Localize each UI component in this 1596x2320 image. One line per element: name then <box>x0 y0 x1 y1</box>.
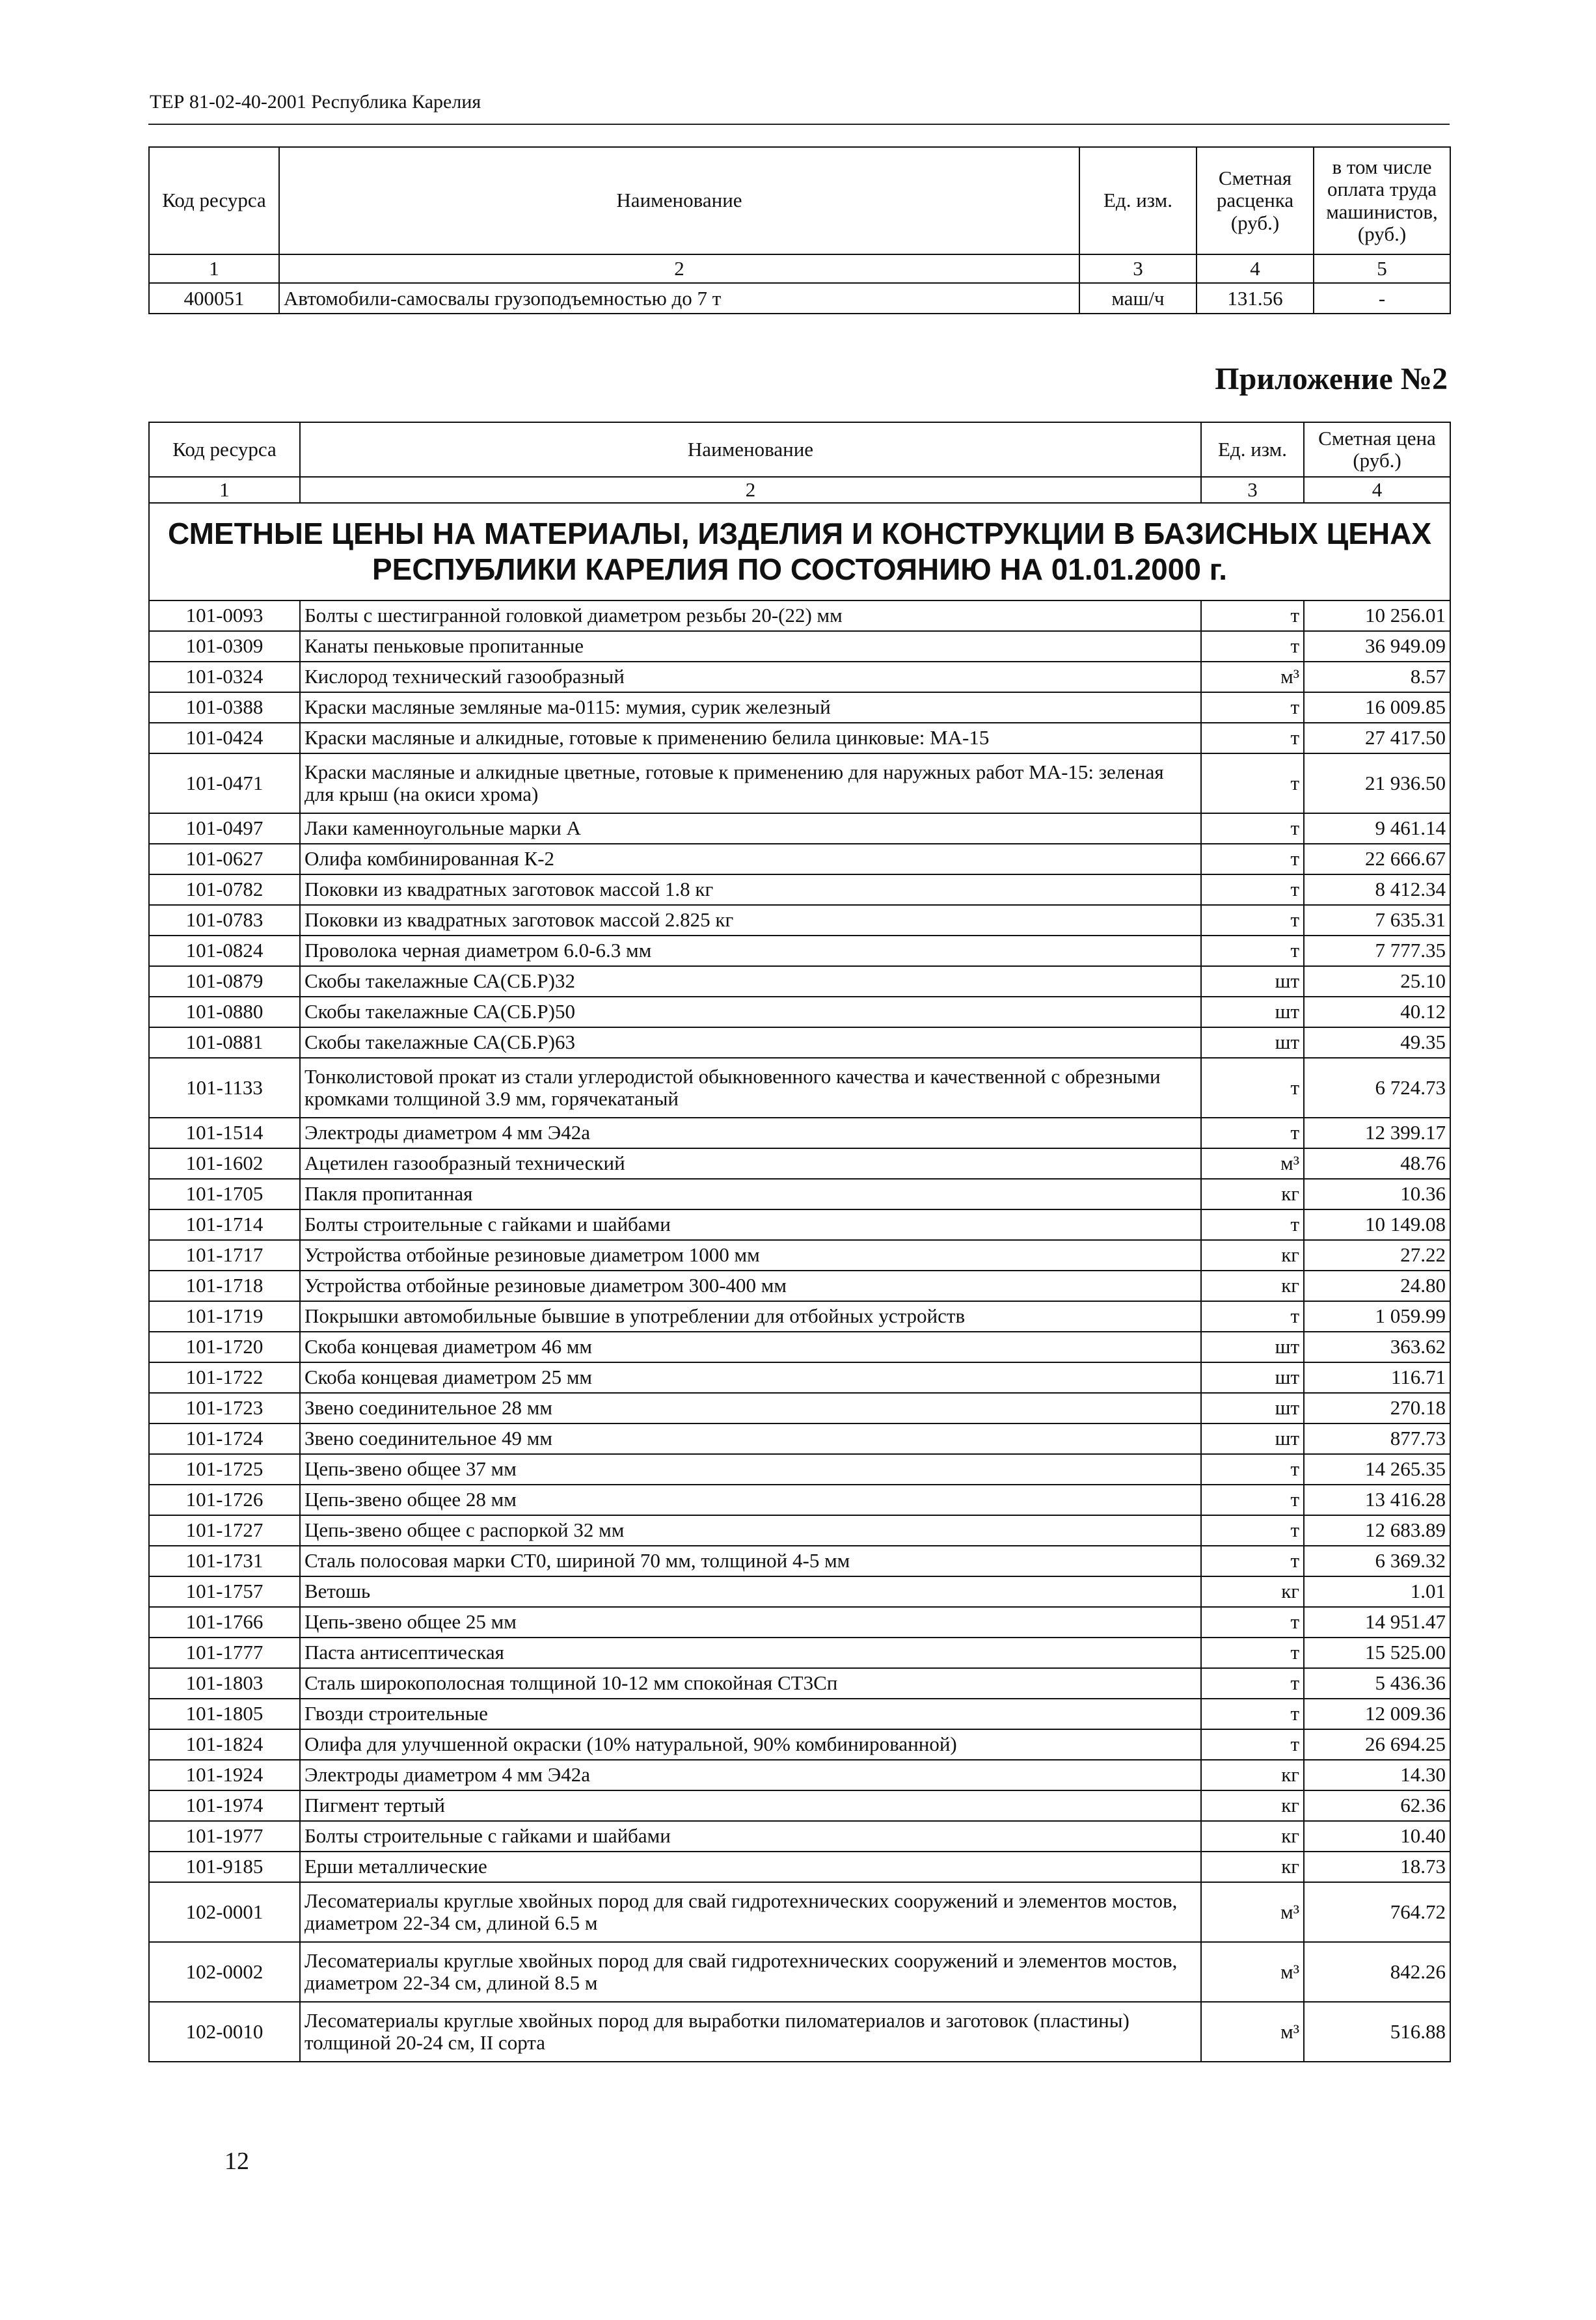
resource-code: 101-1718 <box>149 1271 300 1301</box>
resource-price: 10.40 <box>1304 1821 1450 1852</box>
col-number: 2 <box>300 477 1201 503</box>
resource-unit: кг <box>1201 1576 1304 1607</box>
resource-name: Звено соединительное 49 мм <box>300 1423 1201 1454</box>
col-number: 1 <box>149 477 300 503</box>
table-row <box>149 1362 1450 1393</box>
resource-code: 101-0880 <box>149 997 300 1027</box>
col-header-name: Наименование <box>300 422 1201 477</box>
resource-name: Ацетилен газообразный технический <box>300 1148 1201 1179</box>
col-number: 3 <box>1201 477 1304 503</box>
resource-unit: кг <box>1201 1790 1304 1821</box>
resource-name: Поковки из квадратных заготовок массой 2.825 кг <box>300 905 1201 936</box>
resource-price: 7 635.31 <box>1304 905 1450 936</box>
resource-price: 1.01 <box>1304 1576 1450 1607</box>
table-row <box>149 874 1450 905</box>
resource-name: Ветошь <box>300 1576 1201 1607</box>
table-row <box>149 1790 1450 1821</box>
resource-price: 18.73 <box>1304 1852 1450 1882</box>
table-row <box>149 1240 1450 1271</box>
resource-price: 24.80 <box>1304 1271 1450 1301</box>
resource-code: 101-0388 <box>149 692 300 723</box>
table-row <box>149 936 1450 966</box>
resource-name: Краски масляные и алкидные цветные, готовые к применению для наружных работ МА-15: зеленая для крыш (на окиси хрома) <box>300 753 1201 813</box>
resource-price: 27.22 <box>1304 1240 1450 1271</box>
resource-name: Цепь-звено общее 25 мм <box>300 1607 1201 1638</box>
resource-name: Болты с шестигранной головкой диаметром резьбы 20-(22) мм <box>300 600 1201 631</box>
resource-name: Олифа для улучшенной окраски (10% натуральной, 90% комбинированной) <box>300 1729 1201 1760</box>
resource-wage: - <box>1314 283 1450 314</box>
resource-unit: т <box>1201 1485 1304 1515</box>
resource-code: 101-1803 <box>149 1668 300 1699</box>
header-divider <box>148 124 1450 125</box>
table-row <box>149 844 1450 874</box>
table-row <box>149 1027 1450 1058</box>
table-row <box>149 1148 1450 1179</box>
table-row <box>149 1058 1450 1118</box>
resource-unit: кг <box>1201 1271 1304 1301</box>
resource-price: 10 149.08 <box>1304 1209 1450 1240</box>
resource-unit: т <box>1201 1058 1304 1118</box>
col-header-code: Код ресурса <box>149 147 279 254</box>
resource-name: Проволока черная диаметром 6.0-6.3 мм <box>300 936 1201 966</box>
resource-price: 36 949.09 <box>1304 631 1450 662</box>
resource-code: 101-0783 <box>149 905 300 936</box>
resource-unit: кг <box>1201 1760 1304 1790</box>
resource-unit: т <box>1201 874 1304 905</box>
resource-unit: кг <box>1201 1852 1304 1882</box>
resource-unit: т <box>1201 631 1304 662</box>
resource-unit: т <box>1201 1515 1304 1546</box>
resource-code: 101-9185 <box>149 1852 300 1882</box>
resource-code: 101-1722 <box>149 1362 300 1393</box>
table-row <box>149 600 1450 631</box>
resource-unit: кг <box>1201 1240 1304 1271</box>
resource-name: Автомобили-самосвалы грузоподъемностью до 7 т <box>279 283 1079 314</box>
page-number: 12 <box>224 2148 249 2175</box>
col-number: 4 <box>1304 477 1450 503</box>
resource-price: 21 936.50 <box>1304 753 1450 813</box>
col-header-unit: Ед. изм. <box>1079 147 1197 254</box>
resource-name: Поковки из квадратных заготовок массой 1.8 кг <box>300 874 1201 905</box>
resource-code: 101-1757 <box>149 1576 300 1607</box>
col-number: 1 <box>149 254 279 283</box>
table-row <box>149 1821 1450 1852</box>
resource-price: 10 256.01 <box>1304 600 1450 631</box>
resource-unit: т <box>1201 905 1304 936</box>
resource-price: 6 369.32 <box>1304 1546 1450 1576</box>
resource-price: 6 724.73 <box>1304 1058 1450 1118</box>
resource-code: 101-1720 <box>149 1332 300 1362</box>
table-row <box>149 1882 1450 1942</box>
table-row <box>149 2002 1450 2062</box>
resource-code: 101-0309 <box>149 631 300 662</box>
resource-unit: т <box>1201 1209 1304 1240</box>
resource-name: Краски масляные земляные ма-0115: мумия, сурик железный <box>300 692 1201 723</box>
col-header-unit: Ед. изм. <box>1201 422 1304 477</box>
materials-table-body <box>149 600 1450 2062</box>
col-number: 2 <box>279 254 1079 283</box>
resource-name: Кислород технический газообразный <box>300 662 1201 692</box>
resource-code: 101-1766 <box>149 1607 300 1638</box>
resource-price: 12 009.36 <box>1304 1699 1450 1729</box>
resource-name: Электроды диаметром 4 мм Э42а <box>300 1760 1201 1790</box>
resource-code: 101-1974 <box>149 1790 300 1821</box>
resource-name: Лесоматериалы круглые хвойных пород для свай гидротехнических сооружений и элементов мостов, диаметром 22-34 см, длиной 6.5 м <box>300 1882 1201 1942</box>
resource-code: 101-0879 <box>149 966 300 997</box>
materials-table <box>148 422 1451 2062</box>
resource-price: 14 951.47 <box>1304 1607 1450 1638</box>
resource-unit: шт <box>1201 1393 1304 1423</box>
resource-price: 14 265.35 <box>1304 1454 1450 1485</box>
resource-code: 101-1719 <box>149 1301 300 1332</box>
resource-code: 101-0627 <box>149 844 300 874</box>
table-row <box>149 1729 1450 1760</box>
resource-unit: кг <box>1201 1179 1304 1209</box>
resource-unit: т <box>1201 1301 1304 1332</box>
resource-code: 102-0001 <box>149 1882 300 1942</box>
col-header-wage: в том числе оплата труда машинистов, (руб.) <box>1314 147 1450 254</box>
resource-price: 516.88 <box>1304 2002 1450 2062</box>
resource-price: 62.36 <box>1304 1790 1450 1821</box>
resource-code: 102-0002 <box>149 1942 300 2002</box>
table-row <box>149 1699 1450 1729</box>
resource-unit: т <box>1201 1638 1304 1668</box>
resource-name: Покрышки автомобильные бывшие в употреблении для отбойных устройств <box>300 1301 1201 1332</box>
resource-unit: т <box>1201 1668 1304 1699</box>
resource-price: 26 694.25 <box>1304 1729 1450 1760</box>
resource-code: 101-1133 <box>149 1058 300 1118</box>
machines-table <box>148 146 1451 314</box>
resource-code: 101-1602 <box>149 1148 300 1179</box>
table-row <box>149 1454 1450 1485</box>
resource-unit: шт <box>1201 1362 1304 1393</box>
resource-name: Сталь широкополосная толщиной 10-12 мм спокойная СТ3Сп <box>300 1668 1201 1699</box>
table-row <box>149 1515 1450 1546</box>
resource-name: Пакля пропитанная <box>300 1179 1201 1209</box>
resource-code: 101-1805 <box>149 1699 300 1729</box>
resource-name: Сталь полосовая марки СТ0, шириной 70 мм, толщиной 4-5 мм <box>300 1546 1201 1576</box>
resource-name: Олифа комбинированная К-2 <box>300 844 1201 874</box>
resource-code: 101-1705 <box>149 1179 300 1209</box>
resource-name: Цепь-звено общее 28 мм <box>300 1485 1201 1515</box>
resource-price: 1 059.99 <box>1304 1301 1450 1332</box>
resource-price: 48.76 <box>1304 1148 1450 1179</box>
resource-unit: т <box>1201 1699 1304 1729</box>
resource-name: Цепь-звено общее 37 мм <box>300 1454 1201 1485</box>
resource-code: 101-0424 <box>149 723 300 753</box>
table-row <box>149 631 1450 662</box>
table-row <box>149 1760 1450 1790</box>
table-row <box>149 1638 1450 1668</box>
resource-unit: т <box>1201 600 1304 631</box>
resource-unit: маш/ч <box>1079 283 1197 314</box>
table-row <box>149 1423 1450 1454</box>
resource-unit: т <box>1201 1118 1304 1148</box>
resource-name: Скоба концевая диаметром 46 мм <box>300 1332 1201 1362</box>
resource-unit: м³ <box>1201 662 1304 692</box>
resource-code: 101-1727 <box>149 1515 300 1546</box>
resource-name: Ерши металлические <box>300 1852 1201 1882</box>
table-row <box>149 1118 1450 1148</box>
resource-price: 12 399.17 <box>1304 1118 1450 1148</box>
resource-name: Устройства отбойные резиновые диаметром 300-400 мм <box>300 1271 1201 1301</box>
page-header: ТЕР 81-02-40-2001 Республика Карелия <box>150 91 481 113</box>
resource-code: 101-1824 <box>149 1729 300 1760</box>
resource-unit: т <box>1201 844 1304 874</box>
resource-code: 101-1777 <box>149 1638 300 1668</box>
table-row <box>149 723 1450 753</box>
resource-price: 764.72 <box>1304 1882 1450 1942</box>
resource-price: 877.73 <box>1304 1423 1450 1454</box>
resource-code: 101-0881 <box>149 1027 300 1058</box>
resource-name: Скобы такелажные СА(СБ.Р)32 <box>300 966 1201 997</box>
resource-code: 101-1514 <box>149 1118 300 1148</box>
resource-name: Устройства отбойные резиновые диаметром 1000 мм <box>300 1240 1201 1271</box>
table-row <box>149 1576 1450 1607</box>
resource-unit: м³ <box>1201 1942 1304 2002</box>
resource-price: 12 683.89 <box>1304 1515 1450 1546</box>
table-row <box>149 283 1450 314</box>
resource-name: Гвозди строительные <box>300 1699 1201 1729</box>
resource-price: 16 009.85 <box>1304 692 1450 723</box>
table-row <box>149 966 1450 997</box>
resource-price: 40.12 <box>1304 997 1450 1027</box>
resource-price: 116.71 <box>1304 1362 1450 1393</box>
resource-price: 15 525.00 <box>1304 1638 1450 1668</box>
resource-code: 101-0824 <box>149 936 300 966</box>
resource-name: Краски масляные и алкидные, готовые к применению белила цинковые: МА-15 <box>300 723 1201 753</box>
resource-name: Тонколистовой прокат из стали углеродистой обыкновенного качества и качественной с обрезными кромками толщиной 3.9 мм, горячекатаный <box>300 1058 1201 1118</box>
resource-code: 101-1977 <box>149 1821 300 1852</box>
resource-name: Лесоматериалы круглые хвойных пород для выработки пиломатериалов и заготовок (пластины) толщиной 20-24 см, II сорта <box>300 2002 1201 2062</box>
resource-name: Электроды диаметром 4 мм Э42а <box>300 1118 1201 1148</box>
resource-unit: м³ <box>1201 1882 1304 1942</box>
resource-code: 101-1724 <box>149 1423 300 1454</box>
resource-unit: т <box>1201 936 1304 966</box>
resource-code: 102-0010 <box>149 2002 300 2062</box>
resource-price: 27 417.50 <box>1304 723 1450 753</box>
table-row <box>149 1209 1450 1240</box>
resource-code: 101-1924 <box>149 1760 300 1790</box>
resource-price: 363.62 <box>1304 1332 1450 1362</box>
resource-price: 131.56 <box>1197 283 1314 314</box>
table-row <box>149 1301 1450 1332</box>
table-row <box>149 997 1450 1027</box>
resource-code: 101-0497 <box>149 813 300 844</box>
resource-code: 101-1717 <box>149 1240 300 1271</box>
resource-unit: кг <box>1201 1821 1304 1852</box>
table-row <box>149 1668 1450 1699</box>
resource-code: 101-0093 <box>149 600 300 631</box>
table-row <box>149 1271 1450 1301</box>
resource-name: Паста антисептическая <box>300 1638 1201 1668</box>
appendix-title: Приложение №2 <box>1215 362 1448 396</box>
table-row <box>149 1179 1450 1209</box>
resource-unit: шт <box>1201 1332 1304 1362</box>
resource-unit: т <box>1201 1454 1304 1485</box>
resource-code: 101-1731 <box>149 1546 300 1576</box>
resource-name: Лаки каменноугольные марки А <box>300 813 1201 844</box>
table-row <box>149 1546 1450 1576</box>
resource-unit: т <box>1201 723 1304 753</box>
resource-price: 842.26 <box>1304 1942 1450 2002</box>
col-number: 5 <box>1314 254 1450 283</box>
resource-code: 101-1726 <box>149 1485 300 1515</box>
table-row <box>149 662 1450 692</box>
resource-price: 22 666.67 <box>1304 844 1450 874</box>
resource-unit: т <box>1201 1729 1304 1760</box>
table-row <box>149 813 1450 844</box>
table-row <box>149 1393 1450 1423</box>
resource-name: Болты строительные с гайками и шайбами <box>300 1209 1201 1240</box>
resource-unit: шт <box>1201 1027 1304 1058</box>
resource-code: 101-0782 <box>149 874 300 905</box>
resource-price: 9 461.14 <box>1304 813 1450 844</box>
resource-name: Цепь-звено общее с распоркой 32 мм <box>300 1515 1201 1546</box>
resource-code: 400051 <box>149 283 279 314</box>
resource-name: Скобы такелажные СА(СБ.Р)63 <box>300 1027 1201 1058</box>
resource-name: Болты строительные с гайками и шайбами <box>300 1821 1201 1852</box>
resource-name: Пигмент тертый <box>300 1790 1201 1821</box>
table-row <box>149 1607 1450 1638</box>
resource-unit: шт <box>1201 1423 1304 1454</box>
table-row <box>149 1942 1450 2002</box>
section-title: СМЕТНЫЕ ЦЕНЫ НА МАТЕРИАЛЫ, ИЗДЕЛИЯ И КОНСТРУКЦИИ В БАЗИСНЫХ ЦЕНАХ РЕСПУБЛИКИ КАРЕЛИЯ ПО СОСТОЯНИЮ НА 01.01.2000 г. <box>149 503 1450 600</box>
resource-price: 8.57 <box>1304 662 1450 692</box>
resource-unit: т <box>1201 813 1304 844</box>
resource-name: Звено соединительное 28 мм <box>300 1393 1201 1423</box>
resource-code: 101-1725 <box>149 1454 300 1485</box>
resource-code: 101-0471 <box>149 753 300 813</box>
table-row <box>149 905 1450 936</box>
resource-code: 101-1714 <box>149 1209 300 1240</box>
resource-name: Лесоматериалы круглые хвойных пород для свай гидротехнических сооружений и элементов мостов, диаметром 22-34 см, длиной 8.5 м <box>300 1942 1201 2002</box>
resource-price: 10.36 <box>1304 1179 1450 1209</box>
col-header-name: Наименование <box>279 147 1079 254</box>
resource-price: 25.10 <box>1304 966 1450 997</box>
resource-unit: шт <box>1201 966 1304 997</box>
resource-price: 13 416.28 <box>1304 1485 1450 1515</box>
col-number: 4 <box>1197 254 1314 283</box>
resource-name: Скобы такелажные СА(СБ.Р)50 <box>300 997 1201 1027</box>
resource-unit: т <box>1201 1607 1304 1638</box>
table-row <box>149 753 1450 813</box>
table-row <box>149 1852 1450 1882</box>
table-row <box>149 692 1450 723</box>
resource-price: 49.35 <box>1304 1027 1450 1058</box>
resource-unit: т <box>1201 1546 1304 1576</box>
resource-price: 7 777.35 <box>1304 936 1450 966</box>
resource-unit: м³ <box>1201 1148 1304 1179</box>
resource-name: Скоба концевая диаметром 25 мм <box>300 1362 1201 1393</box>
resource-price: 5 436.36 <box>1304 1668 1450 1699</box>
resource-name: Канаты пеньковые пропитанные <box>300 631 1201 662</box>
resource-price: 8 412.34 <box>1304 874 1450 905</box>
resource-unit: шт <box>1201 997 1304 1027</box>
resource-unit: м³ <box>1201 2002 1304 2062</box>
col-header-code: Код ресурса <box>149 422 300 477</box>
table-row <box>149 1485 1450 1515</box>
resource-code: 101-0324 <box>149 662 300 692</box>
resource-unit: т <box>1201 753 1304 813</box>
resource-code: 101-1723 <box>149 1393 300 1423</box>
resource-unit: т <box>1201 692 1304 723</box>
table-row <box>149 1332 1450 1362</box>
resource-price: 270.18 <box>1304 1393 1450 1423</box>
col-header-price: Сметная цена (руб.) <box>1304 422 1450 477</box>
resource-price: 14.30 <box>1304 1760 1450 1790</box>
col-number: 3 <box>1079 254 1197 283</box>
col-header-price: Сметная расценка (руб.) <box>1197 147 1314 254</box>
